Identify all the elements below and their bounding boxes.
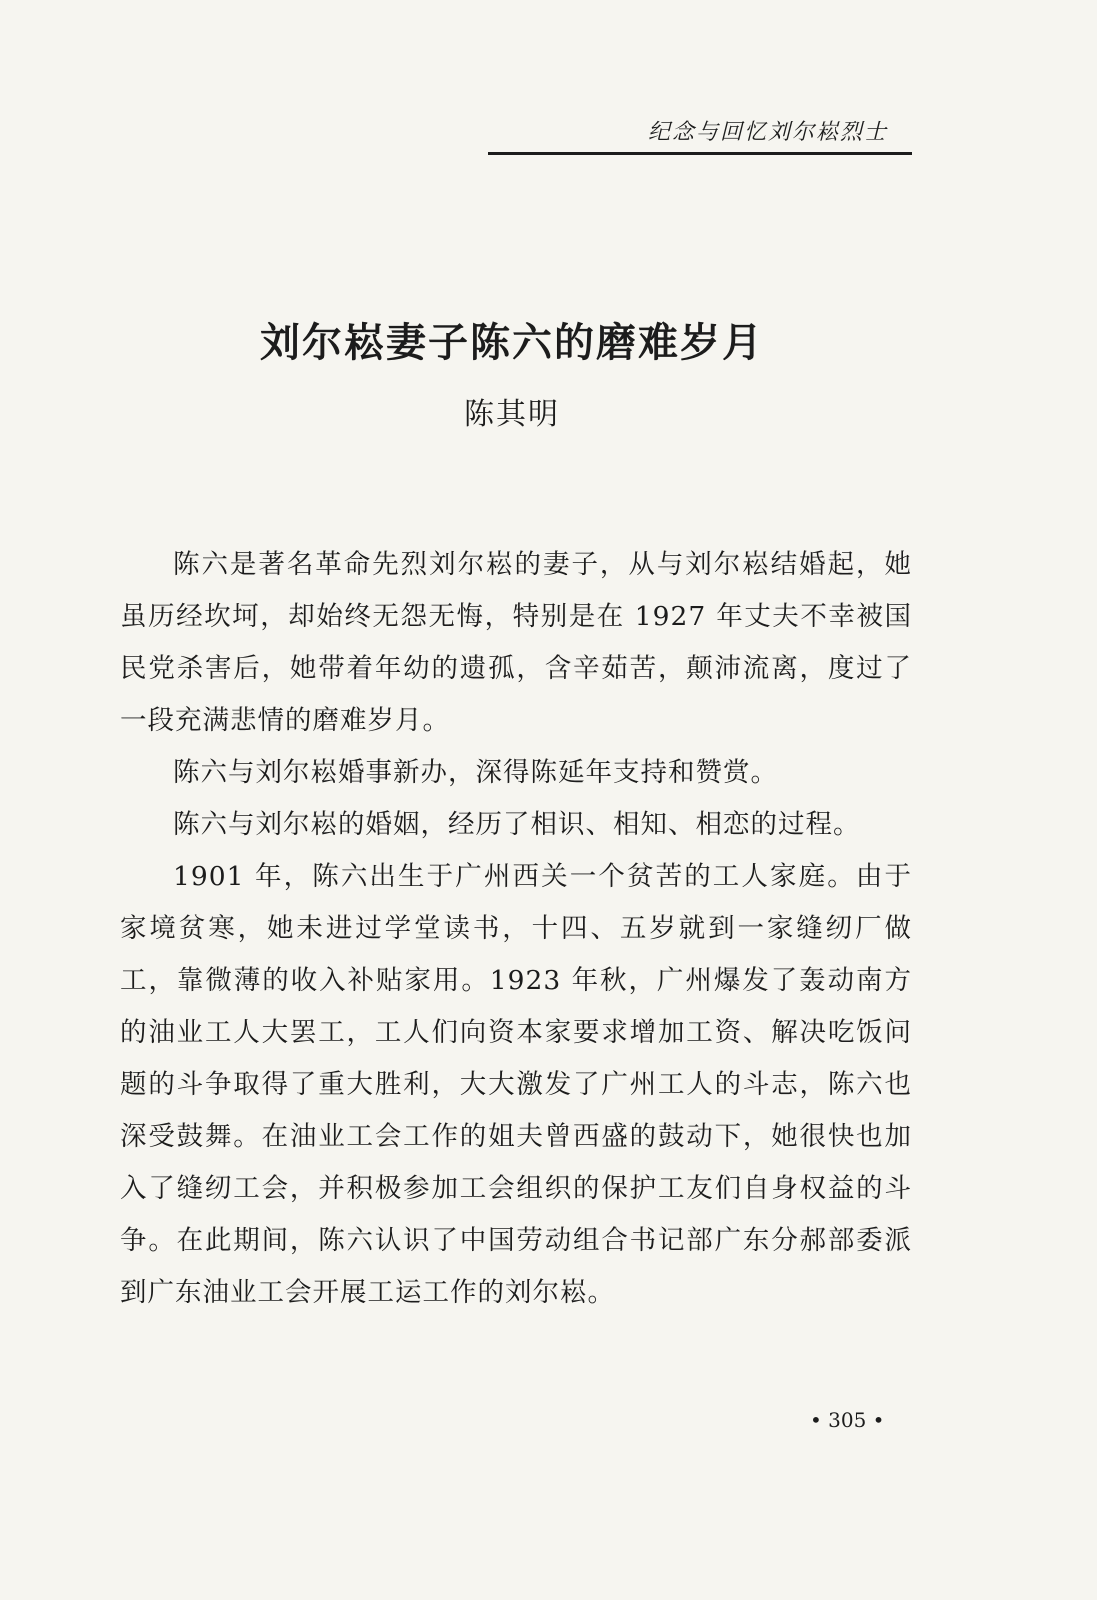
- page-number: • 305 •: [810, 1408, 885, 1432]
- running-head-rule: [488, 152, 912, 155]
- paragraph-3: 陈六与刘尔崧的婚姻，经历了相识、相知、相恋的过程。: [173, 809, 861, 840]
- paragraph-2: 陈六与刘尔崧婚事新办，深得陈延年支持和赞赏。: [173, 757, 778, 788]
- article-title: 刘尔崧妻子陈六的磨难岁月: [260, 320, 764, 366]
- running-head: [488, 120, 912, 156]
- paragraph-1: 陈六是著名革命先烈刘尔崧的妻子，从与刘尔崧结婚起，她虽历经坎坷，却始终无怨无悔，特别是在 1927 年丈夫不幸被国民党杀害后，她带着年幼的遗孤，含辛茹苦，颠沛流离，度过了一段充满悲情的磨难岁月。: [120, 549, 912, 736]
- running-head-text: 纪念与回忆刘尔崧烈士: [647, 120, 888, 145]
- article-author: 陈其明: [464, 397, 560, 432]
- paragraph-4: 1901 年，陈六出生于广州西关一个贫苦的工人家庭。由于家境贫寒，她未进过学堂读书，十四、五岁就到一家缝纫厂做工，靠微薄的收入补贴家用。1923 年秋，广州爆发了轰动南方的油业工人大罢工，工人们向资本家要求增加工资、解决吃饭问题的斗争取得了重大胜利，大大激发了广州工人的斗志，陈六也深受鼓舞。在油业工会工作的姐夫曾西盛的鼓动下，她很快也加入了缝纫工会，并积极参加工会组织的保护工友们自身权益的斗争。在此期间，陈六认识了中国劳动组合书记部广东分郝部委派到广东油业工会开展工运工作的刘尔崧。: [120, 861, 912, 1308]
- article-body: [120, 539, 912, 1319]
